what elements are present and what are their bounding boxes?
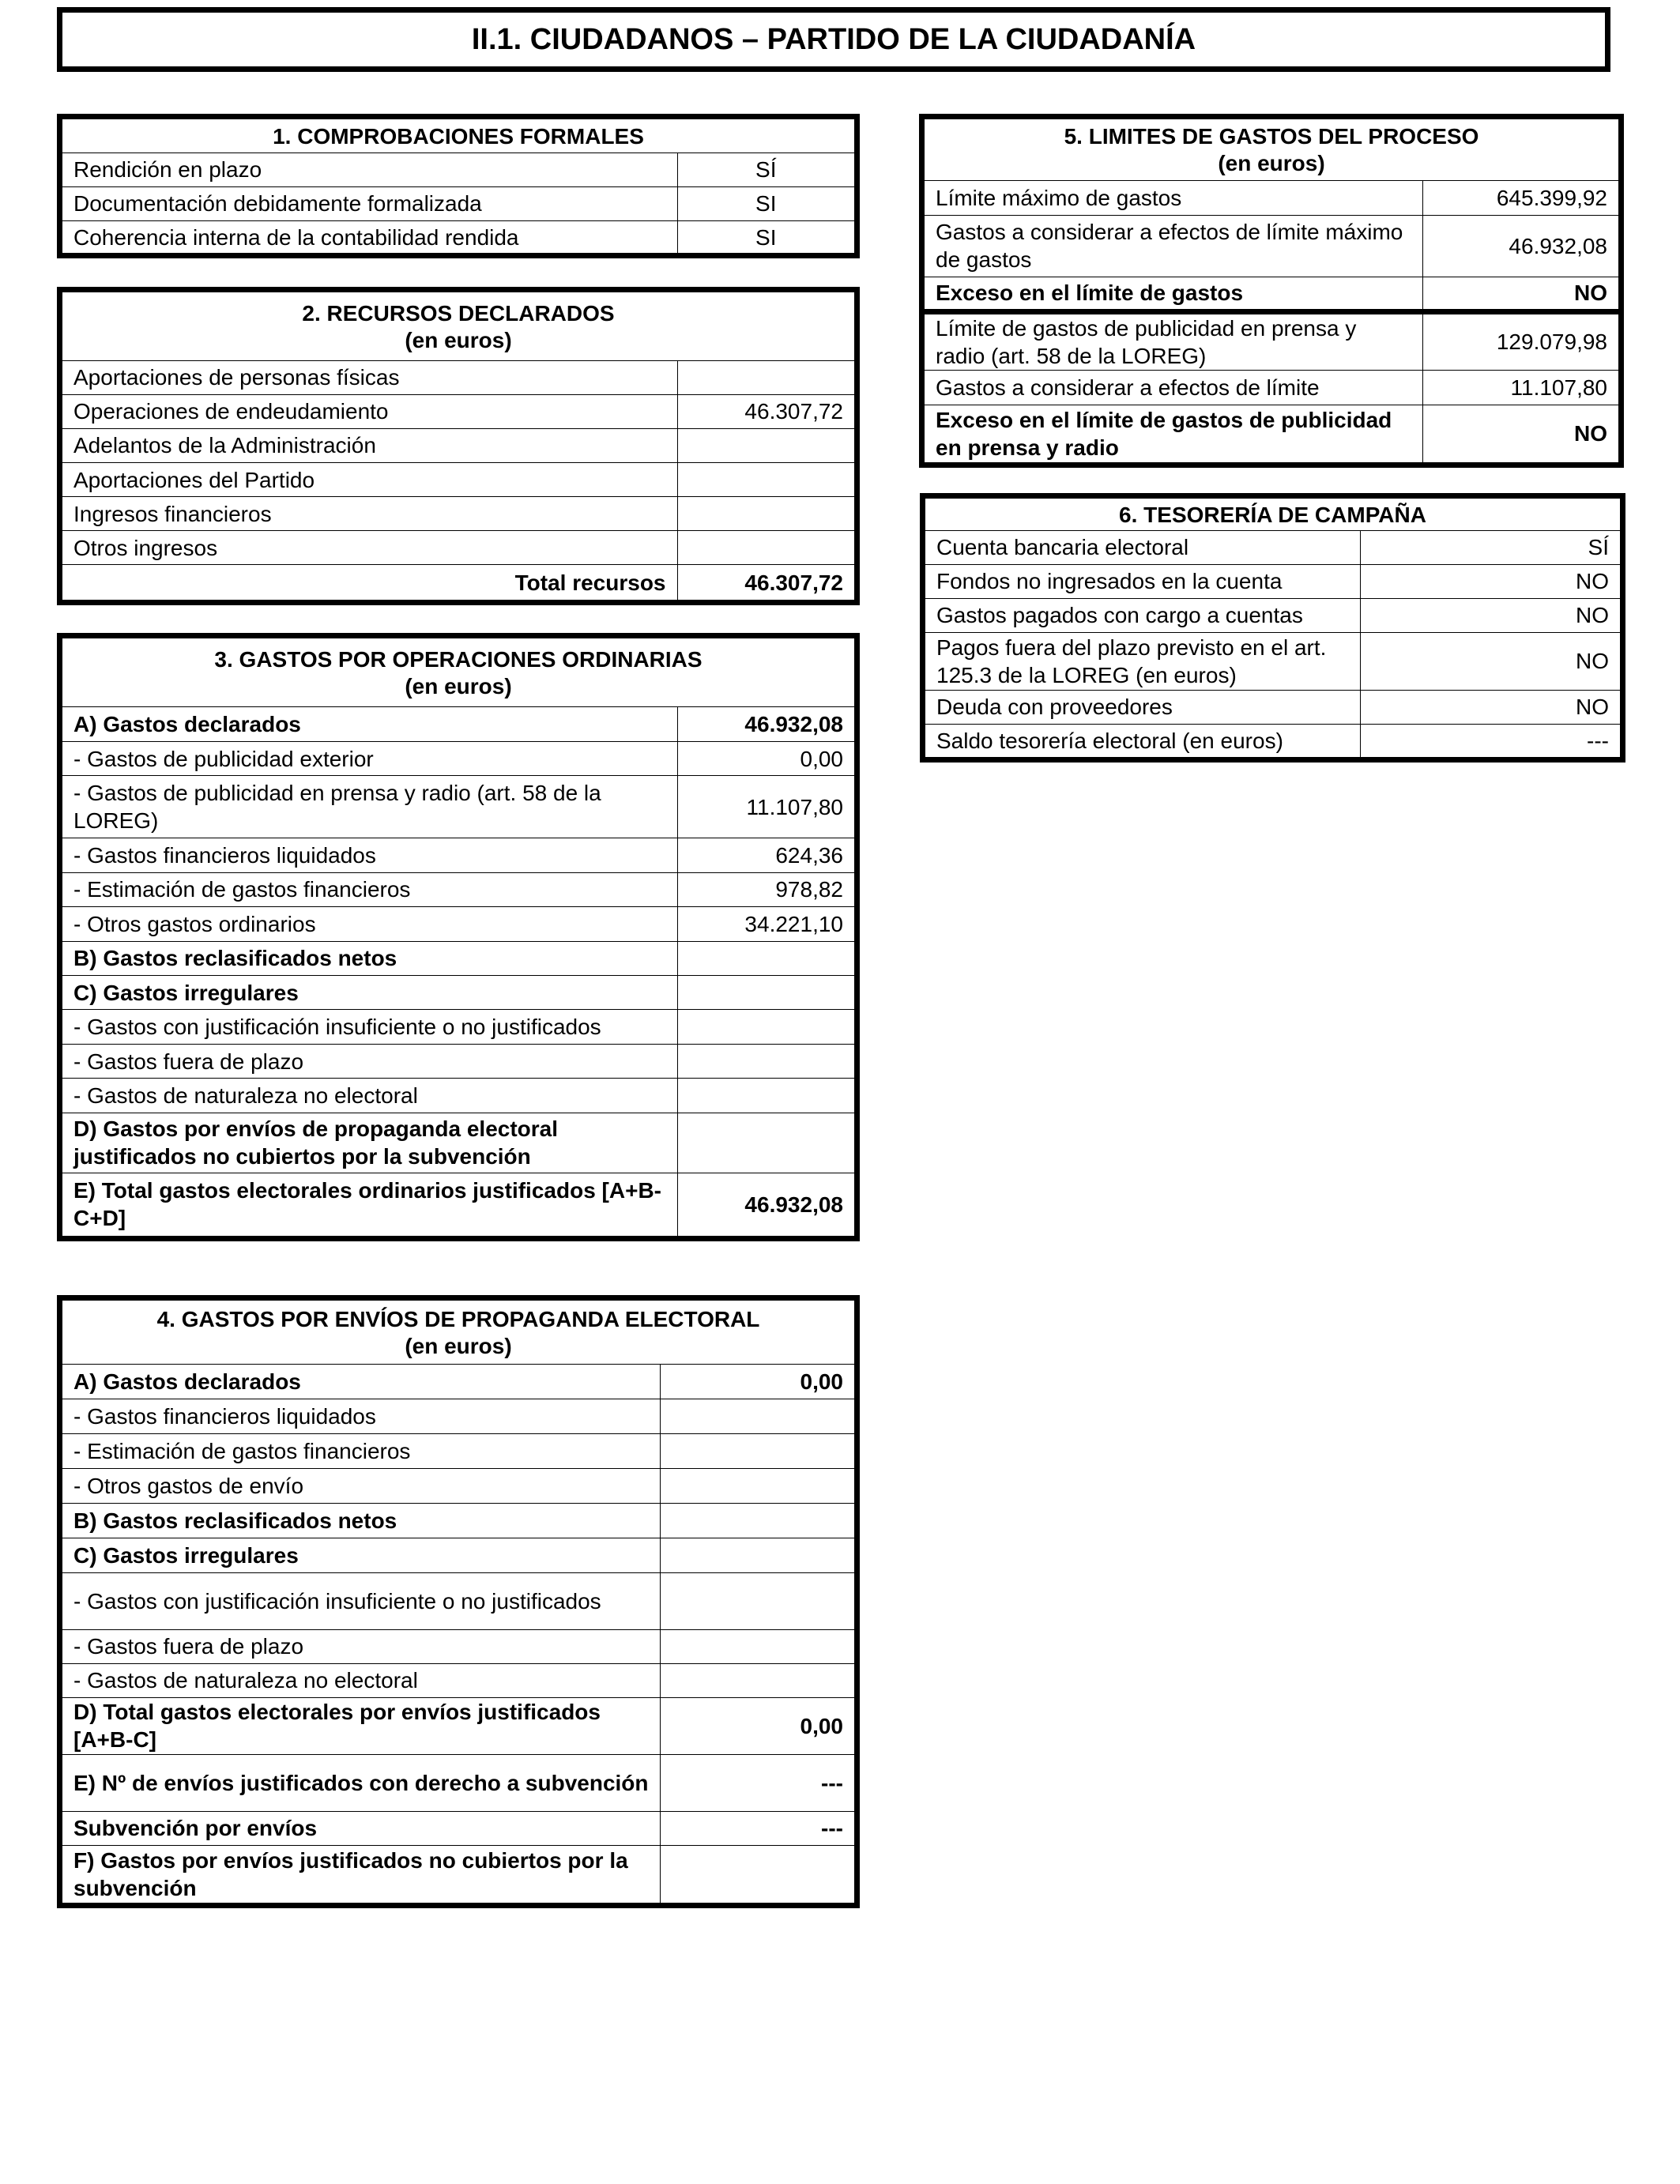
header-unit: (en euros) [405, 674, 512, 699]
row-label: Aportaciones de personas físicas [62, 360, 677, 394]
table-row [62, 1811, 854, 1845]
row-label: Cuenta bancaria electoral [925, 530, 1360, 564]
row-value [677, 360, 854, 394]
row-value [677, 1010, 854, 1044]
comprobaciones-table [62, 119, 854, 254]
table-row [62, 741, 854, 775]
table-row [925, 180, 1618, 215]
table-row [62, 707, 854, 741]
row-label: - Gastos con justificación insuficiente o no justificados [62, 1572, 660, 1629]
row-value: SÍ [677, 153, 854, 186]
row-label: - Gastos financieros liquidados [62, 838, 677, 872]
row-value [677, 1044, 854, 1078]
row-value: --- [660, 1811, 854, 1845]
row-label: - Otros gastos ordinarios [62, 907, 677, 941]
row-value: NO [1360, 632, 1620, 690]
section-header [925, 119, 1618, 180]
header-unit: (en euros) [405, 1333, 512, 1358]
row-label: - Gastos de publicidad en prensa y radio (art. 58 de la LOREG) [62, 776, 677, 838]
section-header [62, 292, 854, 360]
total-row [62, 1173, 854, 1236]
row-value [660, 1503, 854, 1538]
row-label: D) Gastos por envíos de propaganda electoral justificados no cubiertos por la subvención [62, 1113, 677, 1173]
row-label: Pagos fuera del plazo previsto en el art. 125.3 de la LOREG (en euros) [925, 632, 1360, 690]
row-label: Fondos no ingresados en la cuenta [925, 564, 1360, 598]
table-row [925, 690, 1620, 724]
row-label: Coherencia interna de la contabilidad rendida [62, 220, 677, 254]
row-value: 46.932,08 [1422, 215, 1618, 277]
row-label: Aportaciones del Partido [62, 463, 677, 497]
table-row [925, 277, 1618, 311]
row-value: 0,00 [677, 741, 854, 775]
total-row [62, 565, 854, 600]
header-title: 4. GASTOS POR ENVÍOS DE PROPAGANDA ELECTORAL [156, 1306, 760, 1331]
row-value: SI [677, 186, 854, 220]
row-value [660, 1399, 854, 1433]
table-row [62, 497, 854, 531]
table-row [62, 1663, 854, 1697]
row-value: 46.932,08 [677, 707, 854, 741]
row-value: SÍ [1360, 530, 1620, 564]
table-row [62, 1572, 854, 1629]
total-value: 46.307,72 [677, 565, 854, 600]
row-label: - Otros gastos de envío [62, 1468, 660, 1503]
table-row [62, 1468, 854, 1503]
row-value [660, 1538, 854, 1572]
row-value: NO [1422, 277, 1618, 311]
row-value: NO [1422, 405, 1618, 462]
row-label: Rendición en plazo [62, 153, 677, 186]
row-value: --- [1360, 724, 1620, 758]
table-row [925, 724, 1620, 758]
section-header: 6. TESORERÍA DE CAMPAÑA [925, 499, 1620, 530]
row-value: 11.107,80 [1422, 370, 1618, 405]
row-value [677, 1113, 854, 1173]
table-row [62, 872, 854, 906]
table-row [62, 220, 854, 254]
table-row [62, 1433, 854, 1468]
row-value [677, 1079, 854, 1113]
row-label: Exceso en el límite de gastos de publicidad en prensa y radio [925, 405, 1422, 462]
table-row [62, 186, 854, 220]
section-header: 1. COMPROBACIONES FORMALES [62, 119, 854, 153]
row-label: C) Gastos irregulares [62, 975, 677, 1009]
row-label: Otros ingresos [62, 531, 677, 565]
table-row [62, 1399, 854, 1433]
tesoreria-table [925, 499, 1620, 758]
table-row [62, 463, 854, 497]
row-label: - Gastos financieros liquidados [62, 1399, 660, 1433]
row-value [677, 463, 854, 497]
table-row [62, 394, 854, 428]
row-label: - Gastos fuera de plazo [62, 1044, 677, 1078]
section-gastos-envios [57, 1295, 860, 1908]
limites-table [925, 119, 1618, 462]
table-row [62, 1010, 854, 1044]
header-title: 2. RECURSOS DECLARADOS [302, 300, 615, 326]
row-label: A) Gastos declarados [62, 1364, 660, 1399]
row-label: Adelantos de la Administración [62, 428, 677, 462]
row-value: --- [660, 1754, 854, 1811]
table-row [62, 941, 854, 975]
table-row [925, 632, 1620, 690]
row-label: F) Gastos por envíos justificados no cubiertos por la subvención [62, 1845, 660, 1903]
recursos-table [62, 292, 854, 600]
row-value: 34.221,10 [677, 907, 854, 941]
row-label: D) Total gastos electorales por envíos justificados [A+B-C] [62, 1697, 660, 1754]
row-label: Exceso en el límite de gastos [925, 277, 1422, 311]
table-row [925, 215, 1618, 277]
row-label: - Gastos de naturaleza no electoral [62, 1079, 677, 1113]
row-label: - Estimación de gastos financieros [62, 872, 677, 906]
table-row [62, 153, 854, 186]
header-unit: (en euros) [405, 327, 512, 352]
table-row [62, 1113, 854, 1173]
row-value: 11.107,80 [677, 776, 854, 838]
table-row [62, 975, 854, 1009]
table-row [62, 1503, 854, 1538]
header-title: 3. GASTOS POR OPERACIONES ORDINARIAS [214, 647, 703, 672]
row-value [677, 497, 854, 531]
row-value: NO [1360, 564, 1620, 598]
section-limites-gastos [919, 114, 1624, 468]
row-value [660, 1663, 854, 1697]
table-row [62, 907, 854, 941]
row-label: B) Gastos reclasificados netos [62, 941, 677, 975]
row-value [660, 1572, 854, 1629]
row-label: Operaciones de endeudamiento [62, 394, 677, 428]
table-row [62, 428, 854, 462]
row-value: 46.932,08 [677, 1173, 854, 1236]
table-row [925, 598, 1620, 632]
gastos-envios-table [62, 1301, 854, 1903]
table-row [62, 838, 854, 872]
table-row [925, 405, 1618, 462]
row-value: NO [1360, 690, 1620, 724]
row-label: C) Gastos irregulares [62, 1538, 660, 1572]
table-row [62, 1079, 854, 1113]
row-value [660, 1629, 854, 1663]
page-title: II.1. CIUDADANOS – PARTIDO DE LA CIUDADANÍA [57, 7, 1610, 72]
row-label: Ingresos financieros [62, 497, 677, 531]
row-value [660, 1468, 854, 1503]
row-label: E) Total gastos electorales ordinarios justificados [A+B-C+D] [62, 1173, 677, 1236]
row-value: NO [1360, 598, 1620, 632]
row-label: - Estimación de gastos financieros [62, 1433, 660, 1468]
table-row [925, 370, 1618, 405]
row-value: 978,82 [677, 872, 854, 906]
row-label: Límite máximo de gastos [925, 180, 1422, 215]
row-value [677, 531, 854, 565]
table-row [62, 1845, 854, 1903]
row-value: 46.307,72 [677, 394, 854, 428]
table-row [62, 1754, 854, 1811]
row-value: 0,00 [660, 1697, 854, 1754]
section-gastos-ordinarios [57, 633, 860, 1241]
row-value [677, 975, 854, 1009]
row-value: 0,00 [660, 1364, 854, 1399]
row-label: - Gastos fuera de plazo [62, 1629, 660, 1663]
row-label: Límite de gastos de publicidad en prensa y radio (art. 58 de la LOREG) [925, 311, 1422, 370]
row-label: Deuda con proveedores [925, 690, 1360, 724]
row-value [677, 941, 854, 975]
row-label: E) Nº de envíos justificados con derecho a subvención [62, 1754, 660, 1811]
table-row [62, 531, 854, 565]
section-recursos-declarados [57, 287, 860, 605]
row-value [660, 1845, 854, 1903]
row-value: SI [677, 220, 854, 254]
row-label: - Gastos de publicidad exterior [62, 741, 677, 775]
row-value [677, 428, 854, 462]
section-comprobaciones-formales [57, 114, 860, 258]
table-row [62, 1364, 854, 1399]
row-label: Saldo tesorería electoral (en euros) [925, 724, 1360, 758]
table-row [925, 530, 1620, 564]
row-value: 645.399,92 [1422, 180, 1618, 215]
row-label: B) Gastos reclasificados netos [62, 1503, 660, 1538]
row-label: Gastos pagados con cargo a cuentas [925, 598, 1360, 632]
row-value [660, 1433, 854, 1468]
header-unit: (en euros) [1218, 151, 1325, 176]
header-title: 5. LIMITES DE GASTOS DEL PROCESO [1064, 124, 1479, 149]
section-tesoreria-campana [920, 493, 1625, 763]
section-header [62, 1301, 854, 1364]
section-header [62, 638, 854, 707]
row-label: Gastos a considerar a efectos de límite [925, 370, 1422, 405]
gastos-ordinarios-table [62, 638, 854, 1236]
total-label: Total recursos [62, 565, 677, 600]
row-label: Gastos a considerar a efectos de límite máximo de gastos [925, 215, 1422, 277]
row-label: A) Gastos declarados [62, 707, 677, 741]
row-label: - Gastos de naturaleza no electoral [62, 1663, 660, 1697]
table-row [62, 1044, 854, 1078]
table-row [925, 311, 1618, 370]
row-value: 129.079,98 [1422, 311, 1618, 370]
table-row [62, 1629, 854, 1663]
table-row [925, 564, 1620, 598]
row-label: Subvención por envíos [62, 1811, 660, 1845]
table-row [62, 360, 854, 394]
row-label: - Gastos con justificación insuficiente o no justificados [62, 1010, 677, 1044]
table-row [62, 776, 854, 838]
total-row [62, 1697, 854, 1754]
row-label: Documentación debidamente formalizada [62, 186, 677, 220]
table-row [62, 1538, 854, 1572]
row-value: 624,36 [677, 838, 854, 872]
